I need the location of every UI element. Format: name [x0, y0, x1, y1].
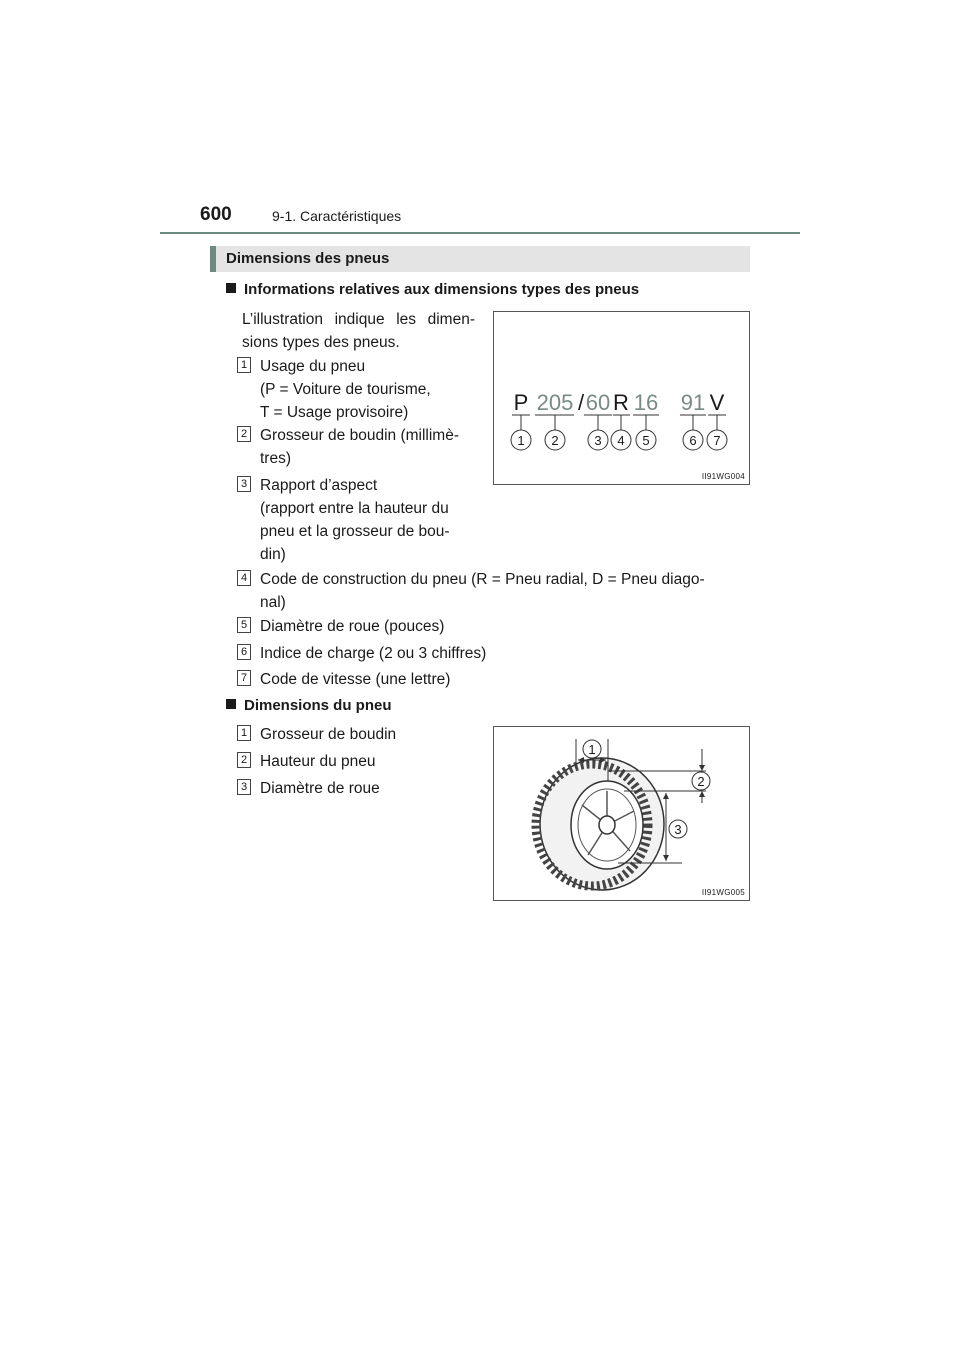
section-title: Dimensions des pneus [226, 250, 390, 267]
code-r: R [613, 390, 629, 415]
tire-code-figure [493, 311, 750, 485]
intro-text: L’illustration indique les dimen-sions types des pneus. [242, 311, 475, 351]
tire-code-diagram [494, 312, 749, 484]
leader-lines [512, 415, 726, 430]
callout-number: 3 [674, 822, 682, 837]
tire-dimensions-figure [493, 726, 750, 901]
header-rule [160, 232, 800, 234]
item-number: 2 [237, 752, 251, 768]
item-number: 3 [237, 476, 251, 492]
square-bullet-icon [226, 699, 236, 709]
section-title-bar [210, 246, 750, 272]
item-number: 2 [237, 426, 251, 442]
item-number: 5 [237, 617, 251, 633]
tire-illustration [536, 758, 664, 890]
list-item: Hauteur du pneu [260, 753, 376, 770]
code-ratio: 60 [585, 390, 611, 415]
callout-number: 3 [594, 433, 602, 448]
item-number: 6 [237, 644, 251, 660]
item-number: 4 [237, 570, 251, 586]
callout-number: 5 [642, 433, 650, 448]
callout-number: 2 [551, 433, 559, 448]
item-number: 3 [237, 779, 251, 795]
item-number: 1 [237, 725, 251, 741]
figure-code: II91WG004 [701, 472, 745, 481]
code-rim: 16 [633, 390, 659, 415]
figure-code: II91WG005 [701, 888, 745, 897]
callout-number: 4 [617, 433, 625, 448]
subheading-tire-size-info [226, 281, 639, 298]
list-item: Rapport d’aspect (rapport entre la hauteur du pneu et la grosseur de bou- din) [260, 477, 450, 563]
list-item: Diamètre de roue (pouces) [260, 618, 445, 635]
callout-number: 1 [517, 433, 525, 448]
callout-number: 6 [689, 433, 697, 448]
subheading-text: Informations relatives aux dimensions types des pneus [244, 281, 640, 298]
callout-number: 2 [697, 774, 705, 789]
item-number: 7 [237, 670, 251, 686]
list-item: Indice de charge (2 ou 3 chiffres) [260, 645, 487, 662]
square-bullet-icon [226, 283, 236, 293]
item-number: 1 [237, 357, 251, 373]
list-item: Grosseur de boudin [260, 726, 397, 743]
page-number: 600 [200, 204, 232, 225]
code-load: 91 [680, 390, 706, 415]
list-item: Code de construction du pneu (R = Pneu radial, D = Pneu diago- nal) [260, 571, 705, 611]
chapter-title: 9-1. Caractéristiques [272, 208, 402, 224]
subheading-text: Dimensions du pneu [244, 697, 392, 714]
list-item: Usage du pneu (P = Voiture de tourisme, T = Usage provisoire) [260, 358, 431, 421]
code-slash: / [577, 390, 585, 415]
subheading-tire-dimensions [226, 697, 392, 714]
callout-number: 1 [588, 742, 596, 757]
list-item: Diamètre de roue [260, 780, 380, 797]
list-item: Code de vitesse (une lettre) [260, 671, 451, 688]
code-p: P [513, 390, 529, 415]
tire-dimensions-diagram [494, 727, 749, 900]
list-item: Grosseur de boudin (millimè- tres) [260, 427, 459, 467]
code-width: 205 [536, 390, 574, 415]
callout-number: 7 [713, 433, 721, 448]
code-speed: V [709, 390, 725, 415]
